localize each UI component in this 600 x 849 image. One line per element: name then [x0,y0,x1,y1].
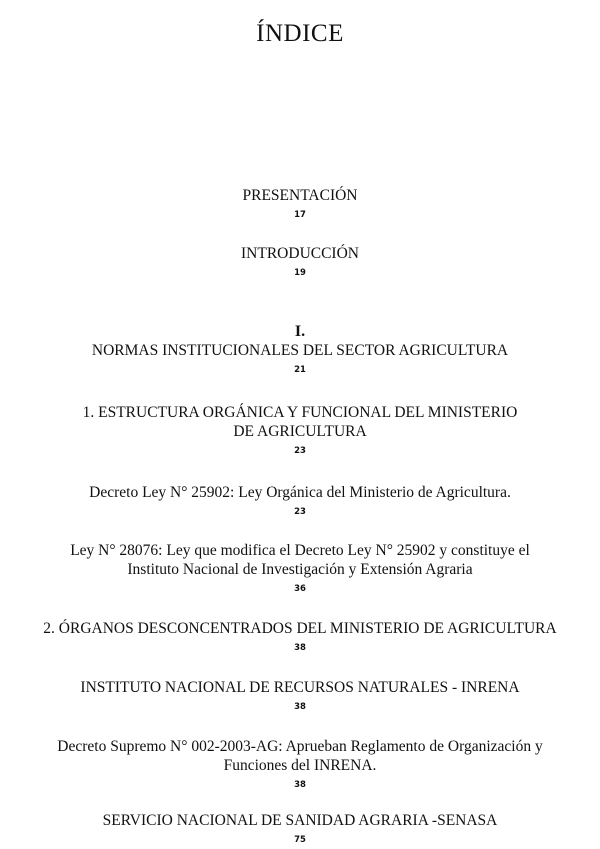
toc-page-number: 38 [294,780,306,790]
toc-part-number: I. [294,323,306,340]
toc-entry-label-line: 1. ESTRUCTURA ORGÁNICA Y FUNCIONAL DEL MINISTERIO [82,404,518,421]
toc-entry-label: PRESENTACIÓN [242,187,358,204]
toc-entry-decreto-ley-25902[interactable] [0,483,600,517]
toc-entry-label: Decreto Ley N° 25902: Ley Orgánica del Ministerio de Agricultura. [89,484,511,501]
toc-entry-label: 2. ÓRGANOS DESCONCENTRADOS DEL MINISTERIO DE AGRICULTURA [43,620,557,637]
toc-entry-label: INSTITUTO NACIONAL DE RECURSOS NATURALES - INRENA [80,679,520,696]
toc-entry-part-one[interactable] [0,322,600,375]
toc-page-number: 38 [294,702,306,712]
toc-entry-introduccion[interactable] [0,244,600,278]
toc-entry-senasa[interactable] [0,811,600,845]
toc-page-number: 21 [294,365,306,375]
toc-entry-organos-desconcentrados[interactable] [0,619,600,653]
toc-entry-label: INTRODUCCIÓN [241,245,359,262]
toc-entry-ley-28076[interactable] [0,541,600,594]
toc-page-number: 23 [294,446,306,456]
toc-entry-estructura-organica[interactable] [0,403,600,456]
toc-page-number: 38 [294,643,306,653]
toc-page-number: 17 [294,210,306,220]
toc-page-number: 36 [294,584,306,594]
toc-entry-label-line: Ley N° 28076: Ley que modifica el Decreto Ley N° 25902 y constituye el [70,542,530,559]
toc-entry-label: SERVICIO NACIONAL DE SANIDAD AGRARIA -SENASA [102,812,498,829]
toc-entry-inrena[interactable] [0,678,600,712]
toc-page-number: 23 [294,507,306,517]
toc-entry-label-line: Instituto Nacional de Investigación y Extensión Agraria [127,561,473,578]
toc-entry-label-line: DE AGRICULTURA [233,423,367,440]
toc-entry-decreto-supremo-002-2003[interactable] [0,737,600,790]
toc-entry-label-line: Decreto Supremo N° 002-2003-AG: Aprueban Reglamento de Organización y [57,738,543,755]
toc-entry-label-line: Funciones del INRENA. [223,757,377,774]
toc-entry-label: NORMAS INSTITUCIONALES DEL SECTOR AGRICULTURA [91,342,509,359]
toc-entry-presentacion[interactable] [0,186,600,220]
toc-page-number: 75 [294,835,306,845]
toc-page-number: 19 [294,268,306,278]
page-title: ÍNDICE [256,20,344,47]
